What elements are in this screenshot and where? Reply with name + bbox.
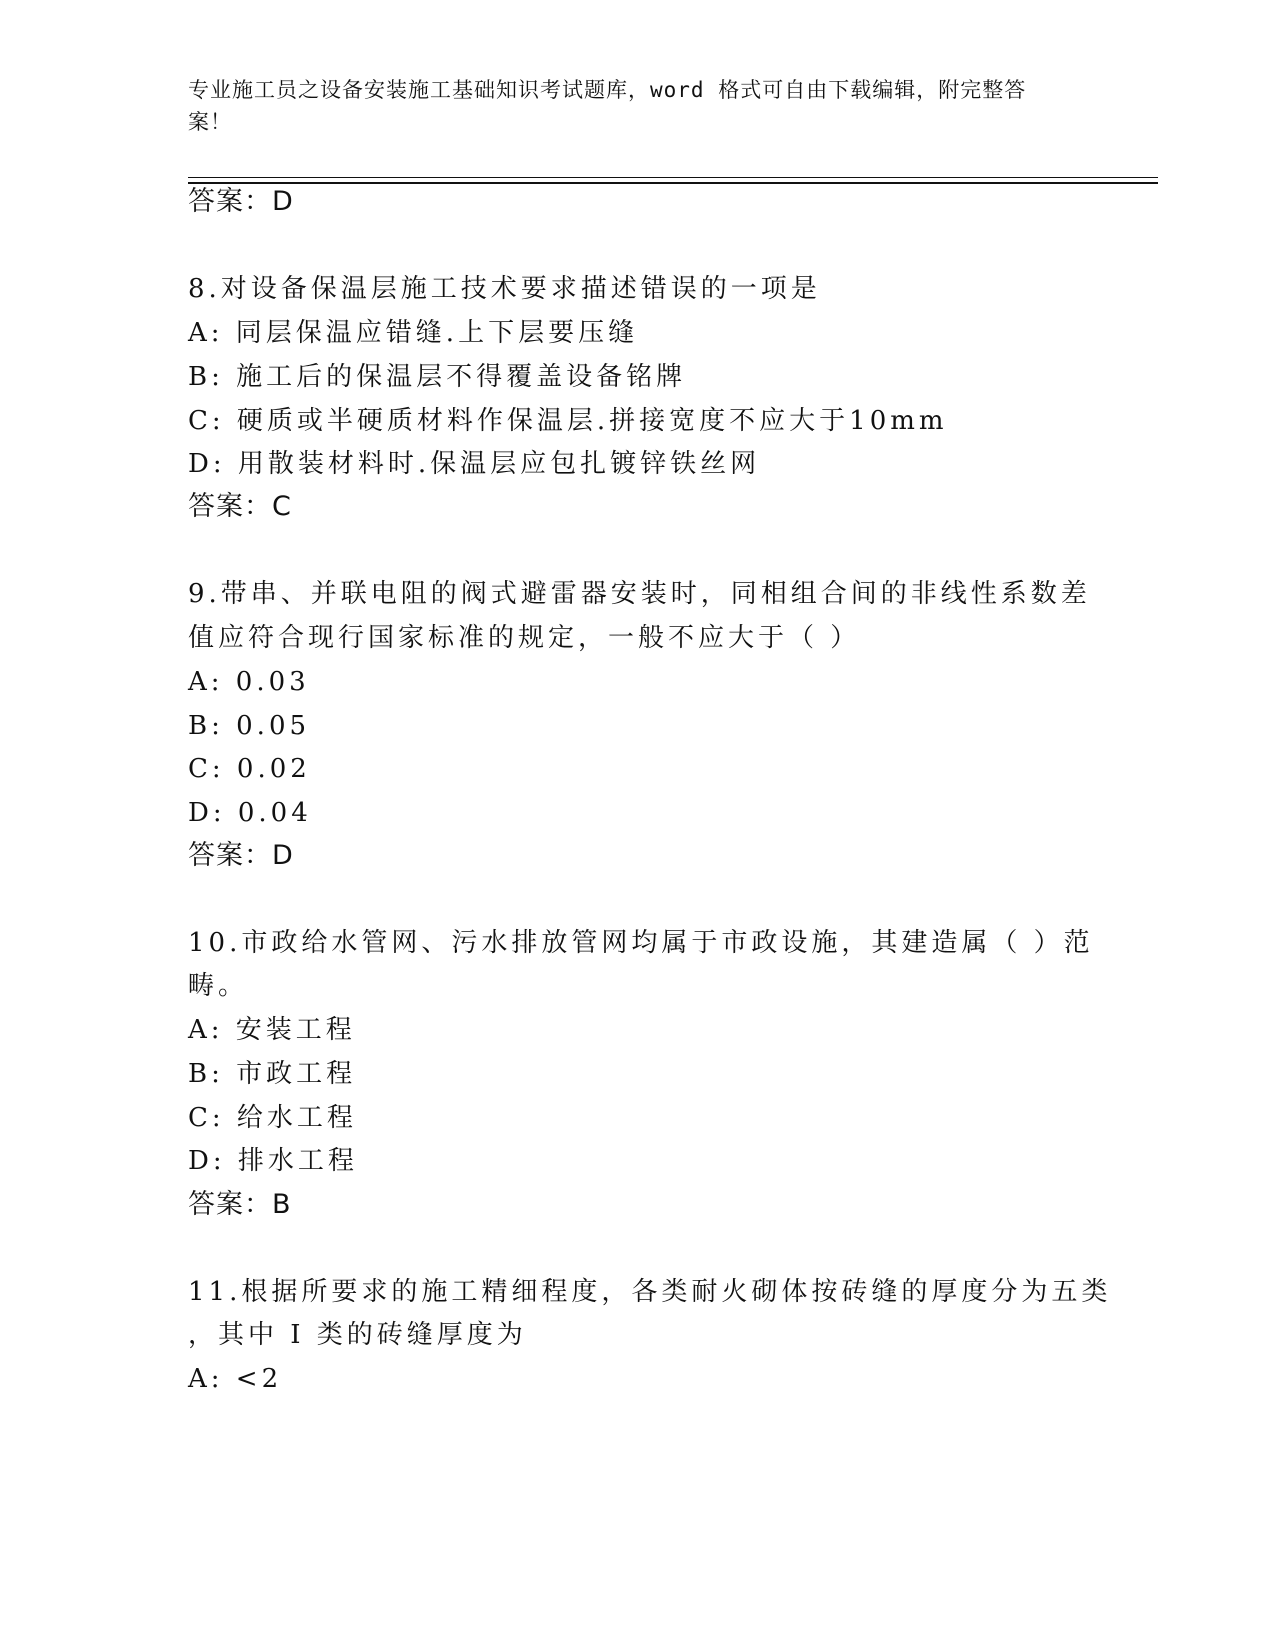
question-option: D: 0.04 xyxy=(188,798,312,828)
question-stem: 畴。 xyxy=(188,971,249,1001)
question-option: B: 市政工程 xyxy=(188,1059,357,1089)
document-header: 专业施工员之设备安装施工基础知识考试题库，word 格式可自由下载编辑，附完整答案！ xyxy=(188,78,1027,134)
question-stem: 8.对设备保温层施工技术要求描述错误的一项是 xyxy=(188,274,821,304)
question-option: B: 施工后的保温层不得覆盖设备铭牌 xyxy=(188,362,687,392)
question-stem: 10.市政给水管网、污水排放管网均属于市政设施，其建造属（ ）范 xyxy=(188,928,1094,958)
question-stem: 值应符合现行国家标准的规定，一般不应大于（ ） xyxy=(188,623,861,653)
question-option: A: 0.03 xyxy=(188,667,310,697)
question-option: A: 安装工程 xyxy=(188,1015,356,1045)
question-stem: ，其中 I 类的砖缝厚度为 xyxy=(188,1320,527,1350)
question-option: C: 硬质或半硬质材料作保温层.拼接宽度不应大于10mm xyxy=(188,406,948,436)
answer-line: 答案：C xyxy=(188,491,292,522)
question-option: A: 同层保温应错缝.上下层要压缝 xyxy=(188,318,639,348)
answer-line: 答案：D xyxy=(188,840,294,871)
question-stem: 11.根据所要求的施工精细程度，各类耐火砌体按砖缝的厚度分为五类 xyxy=(188,1277,1112,1307)
answer-line: 答案：B xyxy=(188,1189,292,1220)
question-option: D: 排水工程 xyxy=(188,1146,358,1176)
question-option: C: 0.02 xyxy=(188,754,311,784)
question-stem: 9.带串、并联电阻的阀式避雷器安装时，同相组合间的非线性系数差 xyxy=(188,579,1091,609)
question-option: C: 给水工程 xyxy=(188,1103,357,1133)
answer-line: 答案：D xyxy=(188,186,294,217)
question-option: B: 0.05 xyxy=(188,711,311,741)
question-option: A: <2 xyxy=(188,1364,283,1394)
question-option: D: 用散装材料时.保温层应包扎镀锌铁丝网 xyxy=(188,449,761,479)
header-divider-thick xyxy=(188,182,1158,184)
header-divider-thin xyxy=(188,177,1158,178)
